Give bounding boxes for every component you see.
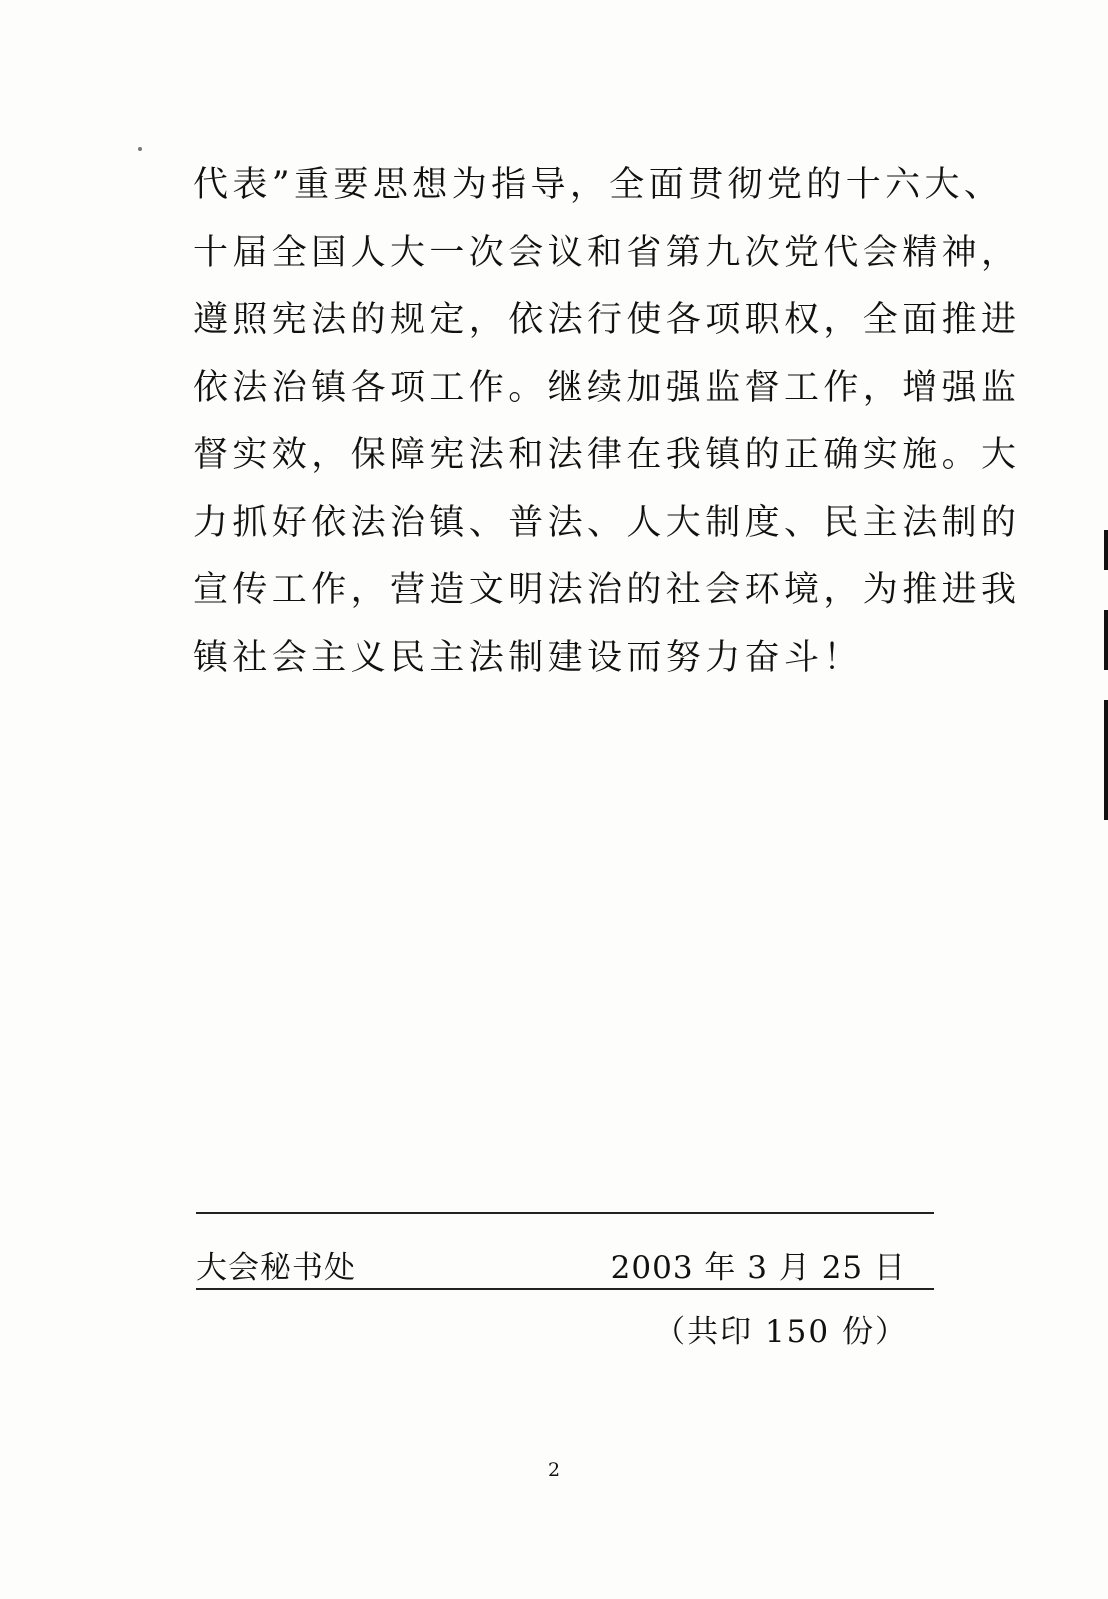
scan-edge-mark [1104,610,1108,670]
copies-note: （共印 150 份） [654,1314,908,1350]
body-line: 镇社会主义民主法制建设而努力奋斗！ [193,637,863,678]
issuer: 大会秘书处 [196,1250,356,1286]
body-line: 宣传工作，营造文明法治的社会环境，为推进我 [193,570,1021,610]
body-line: 遵照宪法的规定，依法行使各项职权，全面推进 [193,300,1021,340]
body-line: 十届全国人大一次会议和省第九次党代会精神， [193,232,1021,273]
footer-bottom-rule [196,1288,934,1290]
page-number: 2 [547,1459,561,1481]
issue-date: 2003 年 3 月 25 日 [610,1250,906,1286]
body-line: 督实效，保障宪法和法律在我镇的正确实施。大 [193,435,1021,475]
body-line: 依法治镇各项工作。继续加强监督工作，增强监 [193,367,1021,408]
scan-edge-mark [1104,530,1108,570]
scan-edge-mark [1104,700,1108,820]
footer-top-rule [196,1212,934,1214]
footer-row [196,1248,934,1288]
scan-speck [138,147,142,151]
body-line: 代表”重要思想为指导，全面贯彻党的十六大、 [193,165,1004,205]
body-line: 力抓好依法治镇、普法、人大制度、民主法制的 [193,502,1021,543]
body-text [193,152,1021,692]
